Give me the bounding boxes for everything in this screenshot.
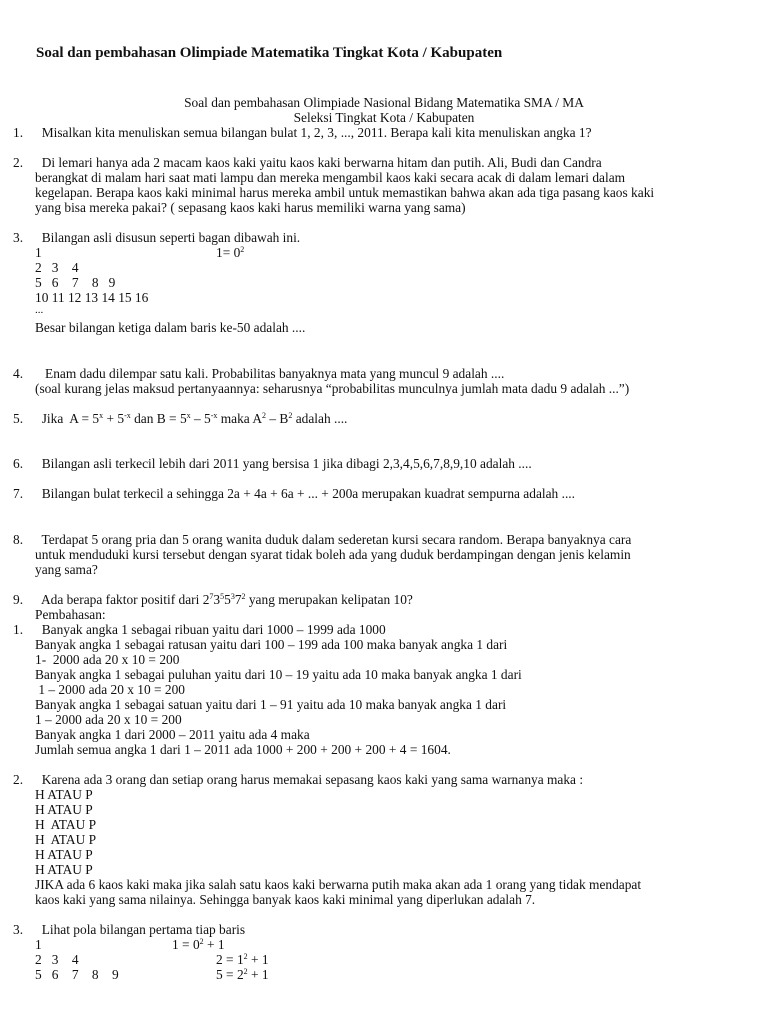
answer-2-line: kaos kaki yang sama nilainya. Sehingga banyak kaos kaki minimal yang diperlukan adalah 7. — [35, 892, 536, 907]
answer-2-line: H ATAU P — [35, 847, 93, 862]
question-3-line: Besar bilangan ketiga dalam baris ke-50 adalah .... — [35, 320, 306, 335]
answer-1-number: 1. — [13, 622, 24, 637]
question-4-line: Enam dadu dilempar satu kali. Probabilitas banyaknya mata yang muncul 9 adalah .... — [35, 366, 505, 381]
pembahasan-label: Pembahasan: — [35, 607, 106, 622]
answer-3-equation: $1 = 0^2 + 1$ — [172, 937, 225, 952]
question-6-text: Bilangan asli terkecil lebih dari 2011 yang bersisa 1 jika dibagi 2,3,4,5,6,7,8,9,10 adalah .... — [35, 456, 532, 471]
answer-3-line: 5 6 7 8 9 — [35, 967, 119, 982]
answer-1-line: Jumlah semua angka 1 dari 1 – 2011 ada 1000 + 200 + 200 + 200 + 4 = 1604. — [35, 742, 451, 757]
question-3-equation: $1= 0^2$ — [216, 245, 245, 260]
question-8-line: untuk menduduki kursi tersebut dengan syarat tidak boleh ada yang duduk berdampingan dengan jenis kelamin — [35, 547, 631, 562]
question-4-line: (soal kurang jelas maksud pertanyaannya: seharusnya “probabilitas munculnya jumlah mata dadu 9 adalah ...”) — [35, 381, 630, 396]
header-line-1: Soal dan pembahasan Olimpiade Nasional Bidang Matematika SMA / MA — [184, 95, 584, 110]
question-3-line: ... — [35, 304, 44, 316]
answer-2-number: 2. — [13, 772, 24, 787]
answer-3-line: 1 — [35, 937, 42, 952]
question-3-line: 5 6 7 8 9 — [35, 275, 116, 290]
question-7-number: 7. — [13, 486, 24, 501]
question-2-number: 2. — [13, 155, 24, 170]
answer-3-equation: $5 = 2^2 + 1$ — [216, 967, 269, 982]
answer-1-line: Banyak angka 1 sebagai puluhan yaitu dari 10 – 19 yaitu ada 10 maka banyak angka 1 dari — [35, 667, 522, 682]
question-9-number: 9. — [13, 592, 24, 607]
question-1-number: 1. — [13, 125, 24, 140]
answer-2-line: H ATAU P — [35, 817, 97, 832]
answer-2-line: H ATAU P — [35, 787, 93, 802]
question-8-line: yang sama? — [35, 562, 98, 577]
answer-1-line: Banyak angka 1 sebagai ratusan yaitu dari 100 – 199 ada 100 maka banyak angka 1 dari — [35, 637, 508, 652]
question-3-line: 1 — [35, 245, 42, 260]
answer-2-line: H ATAU P — [35, 802, 93, 817]
document-title: Soal dan pembahasan Olimpiade Matematika Tingkat Kota / Kabupaten — [36, 45, 503, 61]
header-line-2: Seleksi Tingkat Kota / Kabupaten — [293, 110, 475, 125]
answer-3-number: 3. — [13, 922, 24, 937]
question-8-line: Terdapat 5 orang pria dan 5 orang wanita duduk dalam sederetan kursi secara random. Berapa banyaknya cara — [35, 532, 632, 547]
question-5-text: Jika $A = 5^x + 5^{-x}$ dan $B = 5^x - 5^{-x}$ maka $A^2 - B^2$ adalah .... — [35, 411, 348, 426]
answer-1-line: Banyak angka 1 sebagai satuan yaitu dari 1 – 91 yaitu ada 10 maka banyak angka 1 dari — [35, 697, 507, 712]
question-4-number: 4. — [13, 366, 24, 381]
question-2-line: yang bisa mereka pakai? ( sepasang kaos kaki harus memiliki warna yang sama) — [35, 200, 466, 215]
question-1-text: Misalkan kita menuliskan semua bilangan bulat 1, 2, 3, ..., 2011. Berapa kali kita menuliskan angka 1? — [35, 125, 592, 140]
answer-2-line: JIKA ada 6 kaos kaki maka jika salah satu kaos kaki berwarna putih maka akan ada 1 orang yang tidak mendapat — [35, 877, 642, 892]
question-8-number: 8. — [13, 532, 24, 547]
answer-3-equation: $2 = 1^2 + 1$ — [216, 952, 269, 967]
answer-1-line: 1 – 2000 ada 20 x 10 = 200 — [35, 682, 185, 697]
question-5-number: 5. — [13, 411, 24, 426]
question-3-line: Bilangan asli disusun seperti bagan dibawah ini. — [35, 230, 301, 245]
answer-2-line: Karena ada 3 orang dan setiap orang harus memakai sepasang kaos kaki yang sama warnanya maka : — [35, 772, 584, 787]
question-2-line: berangkat di malam hari saat mati lampu dan mereka mengambil kaos kaki secara acak di dalam lemari dalam — [35, 170, 626, 185]
answer-3-line: 2 3 4 — [35, 952, 79, 967]
question-6-number: 6. — [13, 456, 24, 471]
answer-2-line: H ATAU P — [35, 832, 97, 847]
question-7-text: Bilangan bulat terkecil a sehingga 2a + 4a + 6a + ... + 200a merupakan kuadrat sempurna adalah .... — [35, 486, 575, 501]
answer-3-line: Lihat pola bilangan pertama tiap baris — [35, 922, 246, 937]
question-9-text: Ada berapa faktor positif dari $2^73^55^37^2$ yang merupakan kelipatan 10? — [35, 592, 413, 607]
answer-2-line: H ATAU P — [35, 862, 93, 877]
answer-1-line: Banyak angka 1 sebagai ribuan yaitu dari 1000 – 1999 ada 1000 — [35, 622, 386, 637]
question-2-line: kegelapan. Berapa kaos kaki minimal harus mereka ambil untuk memastikan bahwa akan ada tiga pasang kaos kaki — [35, 185, 655, 200]
answer-1-line: Banyak angka 1 dari 2000 – 2011 yaitu ada 4 maka — [35, 727, 310, 742]
answer-1-line: 1 – 2000 ada 20 x 10 = 200 — [35, 712, 182, 727]
question-3-line: 2 3 4 — [35, 260, 79, 275]
question-3-line: 10 11 12 13 14 15 16 — [35, 290, 149, 305]
question-3-number: 3. — [13, 230, 24, 245]
question-2-line: Di lemari hanya ada 2 macam kaos kaki yaitu kaos kaki berwarna hitam dan putih. Ali, Budi dan Candra — [35, 155, 602, 170]
answer-1-line: 1- 2000 ada 20 x 10 = 200 — [35, 652, 180, 667]
